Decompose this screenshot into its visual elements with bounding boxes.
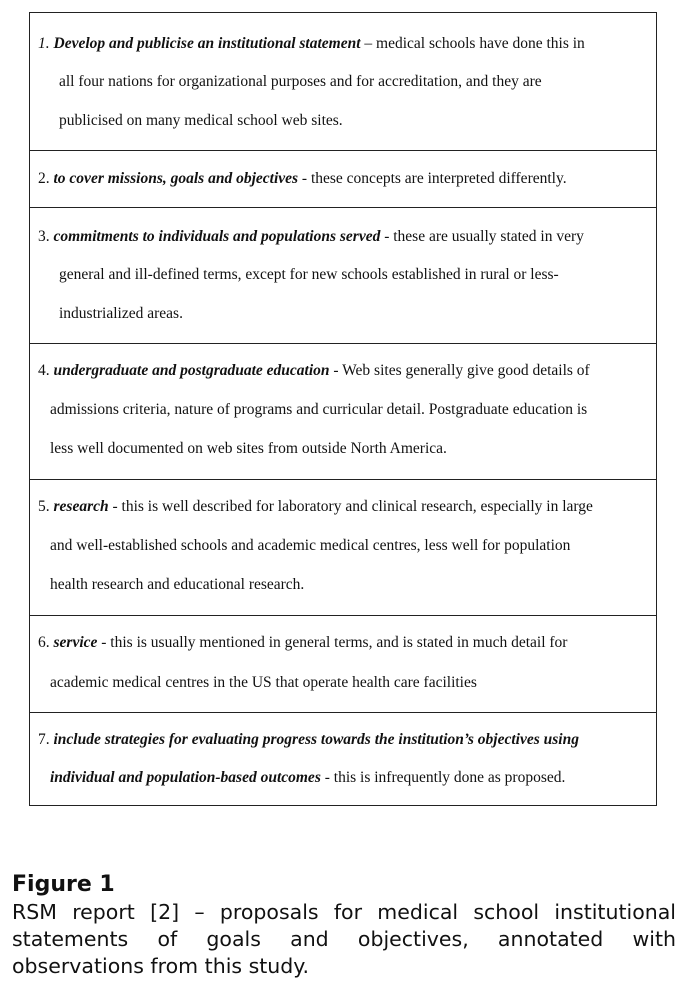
item-5-term: research	[53, 498, 109, 515]
item-1-number: 1.	[38, 35, 54, 52]
item-4-number: 4.	[38, 362, 54, 379]
item-7-line-1: - this is infrequently done as proposed.	[320, 769, 566, 786]
item-1	[30, 13, 656, 151]
figure-table	[29, 12, 657, 806]
item-7-number: 7.	[38, 731, 54, 748]
item-5-number: 5.	[38, 498, 54, 515]
item-5-line-1: - this is well described for laboratory and clinical research, especially in large	[108, 498, 593, 515]
item-4-line-3: less well documented on web sites from outside North America.	[50, 440, 447, 457]
item-6	[30, 616, 656, 713]
item-7	[30, 713, 656, 805]
item-3-number: 3.	[38, 228, 54, 245]
item-4-line-2: admissions criteria, nature of programs and curricular detail. Postgraduate education is	[50, 401, 588, 418]
item-6-term: service	[53, 634, 98, 651]
figure-caption	[12, 872, 676, 980]
item-3-line-3: industrialized areas.	[59, 305, 183, 322]
item-3-line-1: - these are usually stated in very	[380, 228, 584, 245]
item-2-term: to cover missions, goals and objectives	[53, 170, 299, 187]
item-3-line-2: general and ill-defined terms, except for new schools established in rural or less-	[59, 266, 559, 283]
item-4-term: undergraduate and postgraduate education	[53, 362, 330, 379]
item-6-number: 6.	[38, 634, 54, 651]
caption-title: Figure 1	[12, 872, 115, 897]
item-2-line-1: - these concepts are interpreted differently.	[298, 170, 567, 187]
caption-text: RSM report [2] – proposals for medical school institutional statements of goals and objectives, annotated with observations from this study.	[12, 900, 676, 978]
item-2	[30, 151, 656, 208]
item-6-line-2: academic medical centres in the US that operate health care facilities	[50, 674, 477, 691]
item-2-number: 2.	[38, 170, 54, 187]
item-6-line-1: - this is usually mentioned in general terms, and is stated in much detail for	[97, 634, 568, 651]
item-1-term: Develop and publicise an institutional statement	[53, 35, 361, 52]
item-4	[30, 344, 656, 480]
item-5	[30, 480, 656, 616]
item-3	[30, 208, 656, 344]
item-4-line-1: - Web sites generally give good details of	[329, 362, 590, 379]
item-7-term-2: individual and population-based outcomes	[50, 769, 321, 786]
item-7-term: include strategies for evaluating progress towards the institution’s objectives using	[53, 731, 579, 748]
item-5-line-2: and well-established schools and academic medical centres, less well for population	[50, 537, 571, 554]
item-1-line-3: publicised on many medical school web sites.	[59, 112, 343, 129]
item-1-line-1: – medical schools have done this in	[360, 35, 585, 52]
item-5-line-3: health research and educational research.	[50, 576, 305, 593]
item-1-line-2: all four nations for organizational purposes and for accreditation, and they are	[59, 73, 542, 90]
item-3-term: commitments to individuals and populations served	[53, 228, 381, 245]
